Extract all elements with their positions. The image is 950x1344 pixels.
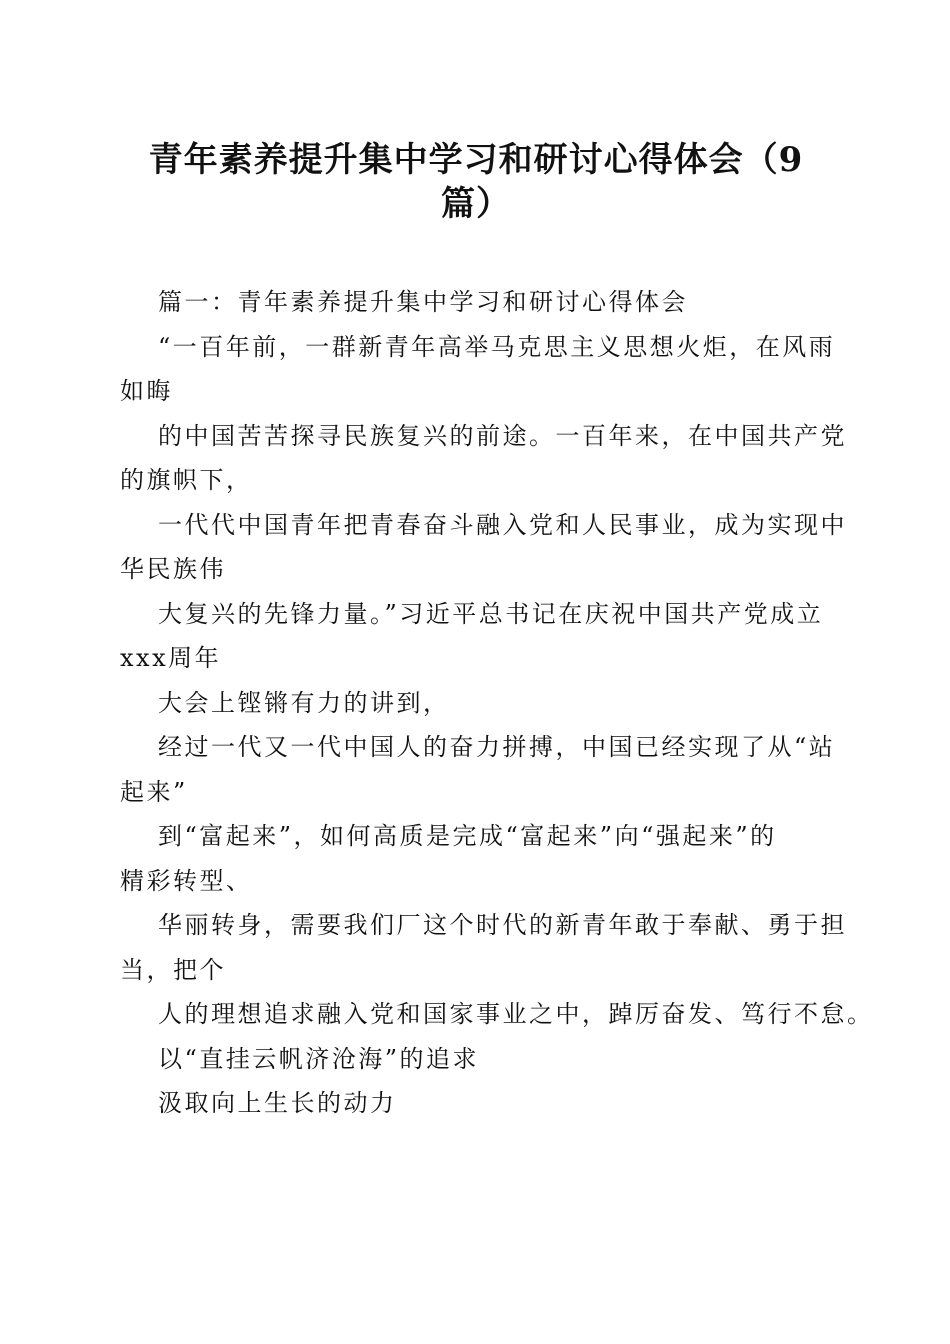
text-line: xxx周年 [120,644,222,672]
document-title [120,138,832,226]
title-line-1: 青年素养提升集中学习和研讨心得体会（9 [148,140,804,180]
text-line: “一百年前，一群新青年高举马克思主义思想火炬，在风雨 [158,332,836,361]
text-line: 的旗帜下， [120,466,253,494]
text-line: 起来” [120,777,188,806]
text-line: 当，把个 [120,955,226,984]
text-line: 一代代中国青年把青春奋斗融入党和人民事业，成为实现中 [158,510,847,539]
text-line: 华丽转身，需要我们厂这个时代的新青年敢于奉献、勇于担 [158,911,847,939]
text-line: 如晦 [120,377,173,405]
document-body [120,280,874,1126]
text-line: 大会上铿锵有力的讲到， [158,688,450,717]
title-line-2: 篇） [441,184,511,224]
text-line: 汲取向上生长的动力 [158,1089,397,1117]
text-line: 经过一代又一代中国人的奋力拼搏，中国已经实现了从“站 [158,733,836,761]
text-line: 篇一：青年素养提升集中学习和研讨心得体会 [158,288,688,316]
text-line: 精彩转型、 [120,866,253,895]
text-line: 人的理想追求融入党和国家事业之中，踔厉奋发、笃行不怠。 [158,1000,874,1028]
text-line: 大复兴的先锋力量。”习近平总书记在庆祝中国共产党成立 [158,599,824,628]
text-line: 华民族伟 [120,555,226,583]
text-line: 的中国苦苦探寻民族复兴的前途。一百年来，在中国共产党 [158,421,847,450]
text-line: 到“富起来”，如何高质是完成“富起来”向“强起来”的 [158,822,777,850]
text-line: 以“直挂云帆济沧海”的追求 [158,1044,480,1073]
